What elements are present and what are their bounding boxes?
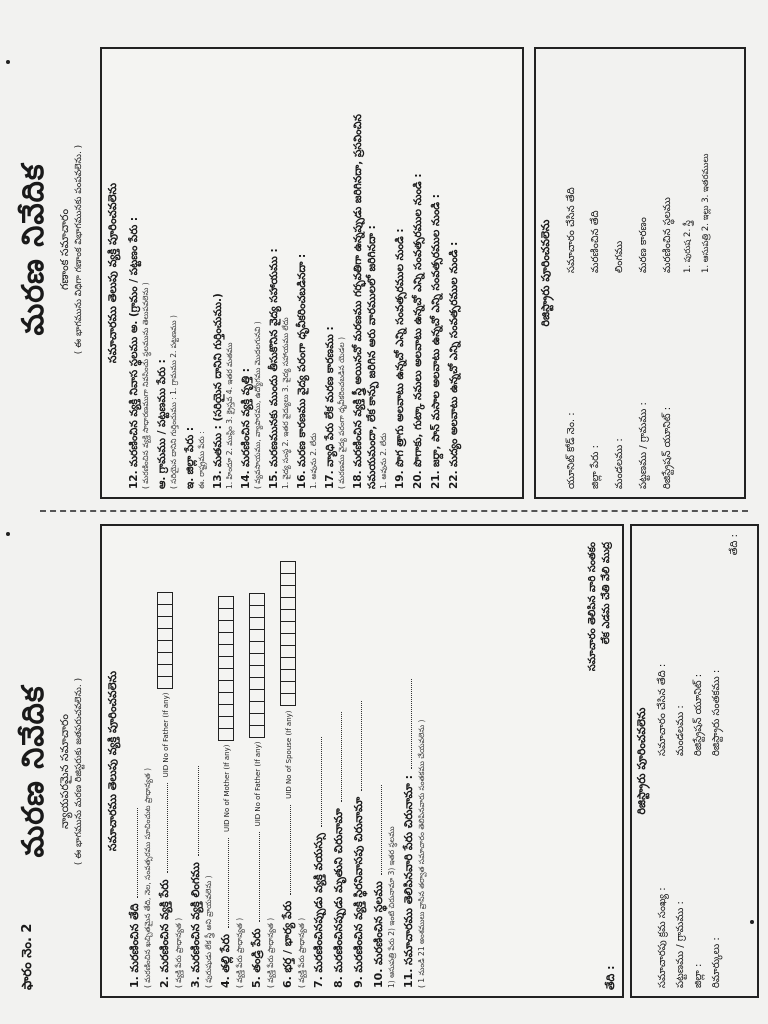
- item-hint: ( మరణించిన ఖచ్చితమైన తేది, నెల, సంవత్సరము సూచించుట ప్రాధాన్యత ): [143, 767, 152, 988]
- item-number: 4.: [219, 976, 232, 988]
- item-number: ఇ.: [184, 477, 196, 489]
- right-item: [445, 49, 463, 497]
- item-hint: ( వ్యక్తి పేరు ప్రాధాన్యత ): [266, 917, 275, 988]
- left-registrar-box: [630, 524, 759, 998]
- item-number: 22.: [448, 470, 460, 489]
- right-item: [293, 49, 321, 497]
- item-blank-line: [218, 838, 229, 928]
- office-field: సమాచారం చేసిన తేది :: [657, 663, 668, 756]
- left-item: [369, 526, 399, 996]
- item-label: జర్దా, పాన్ మసాల అలవాటు ఉన్నచో ఎన్ని సంవత్సరముల నుండి :: [430, 194, 442, 468]
- left-office-date: తేది :: [729, 534, 740, 556]
- right-title: మరణ నివేదిక: [16, 163, 51, 336]
- item-hint: 1) ఆసుపత్రి పేరు 2) ఇంటి చిరునామా 3) ఇతర స్థలము: [387, 826, 396, 988]
- item-label: మరణించిన వ్యక్తి వృత్తి :: [240, 368, 252, 468]
- left-item: [399, 526, 429, 996]
- item-hint: ( మరణించిన వ్యక్తి సాధారణముగా నివసించు స్థలమును తెలుపవలెను ): [141, 282, 150, 489]
- item-number: 8.: [332, 976, 345, 988]
- item-number: 10.: [372, 968, 385, 988]
- office-field: మండలము :: [675, 705, 686, 756]
- item-number: ఆ.: [156, 476, 168, 489]
- item-label: పొగ త్రాగు అలవాటు ఉన్నచో ఎన్ని సంవత్సరముల నుండి :: [394, 228, 406, 468]
- left-title: మరణ నివేదిక: [16, 685, 51, 858]
- item-label: మరణించిన స్థలము: [372, 881, 385, 965]
- right-informant-box: [100, 47, 524, 499]
- item-number: 20.: [412, 470, 424, 489]
- item-hint: ఈ. రాష్ట్రము పేరు :: [197, 431, 206, 489]
- right-office-left: [560, 273, 716, 489]
- office-code: 1. ఆసుపత్రి 2. ఇల్లు 3. ఇతరములు: [701, 153, 711, 273]
- item-number: 16.: [296, 470, 308, 489]
- item-blank-line: [249, 832, 260, 922]
- item-number: 12.: [128, 470, 140, 489]
- left-item: [349, 526, 369, 996]
- item-label: సమాచారము తెలిపినవారి పేరు చిరునామా :: [402, 774, 415, 965]
- office-field: మండలము :: [614, 438, 625, 489]
- office-field: మరణించిన స్థలము: [662, 197, 673, 273]
- item-number: 11.: [402, 968, 415, 988]
- item-label: జిల్లా పేరు :: [184, 426, 196, 475]
- informant-signature: [586, 532, 614, 671]
- left-subtitle: న్యాయపరమైన సమాచారం: [58, 714, 71, 829]
- right-item: [427, 49, 445, 497]
- scan-speck: [6, 532, 10, 536]
- item-label: భర్త / భార్య పేరు: [281, 900, 294, 973]
- item-hint: ( మరణము వైద్య పరంగా ధృవీకరించబడిన యెడల ): [337, 336, 346, 489]
- right-registrar-box: [534, 47, 746, 499]
- item-label: మరణించినప్పుడు వ్యక్తి వయస్సు: [312, 833, 325, 973]
- item-hint: ( వ్యక్తి పేరు ప్రాధాన్యత ): [174, 917, 183, 988]
- office-field: పట్టణము / గ్రామము :: [638, 402, 649, 489]
- left-office-fields: [654, 526, 726, 996]
- item-blank-line: [157, 783, 168, 873]
- item-number: 17.: [324, 470, 336, 489]
- left-item: [186, 526, 216, 996]
- office-field: సమాచారపు క్రమ సంఖ్య :: [657, 887, 668, 988]
- right-item: [409, 49, 427, 497]
- item-blank-line: [311, 737, 322, 827]
- office-field: రిజిస్ట్రేషన్ యూనిట్ :: [662, 406, 673, 489]
- office-field: యూనిట్ కోడ్ నెం. :: [566, 412, 577, 489]
- item-blank-line: [401, 679, 412, 769]
- office-field: మరణించిన తేది: [590, 210, 601, 273]
- left-subnote: ( ఈ భాగమును మరణ రిజిస్టరుకు జతపరుచవలెను. ): [74, 677, 84, 866]
- item-hint: ( సరియైన దానిని గుర్తించుము : 1. గ్రామము 2. పట్టణము ): [169, 315, 178, 489]
- office-field: రిజిస్ట్రారు సంతకము :: [711, 669, 722, 756]
- item-number: 1.: [128, 976, 141, 988]
- uid-label: UID No of Father (If any): [254, 741, 262, 827]
- left-item: [125, 526, 155, 996]
- uid-label: UID No of Mother (If any): [223, 744, 231, 833]
- item-hint: ( వ్యక్తి పేరు ప్రాధాన్యత ): [297, 917, 306, 988]
- item-label: తల్లి పేరు: [219, 934, 232, 973]
- item-label: మరణించిన తేది: [128, 903, 141, 973]
- item-label: మరణించినప్పుడు మృతుని చిరునామా: [332, 808, 345, 973]
- scan-speck: [6, 60, 10, 64]
- uid-cells: [249, 593, 265, 738]
- office-field: రిమార్కులు :: [711, 937, 722, 988]
- item-label: మరణ కారణము వైద్య పరంగా ధృవీకరించబడినదా :: [296, 253, 308, 468]
- item-label: పొగాకు, గుట్కా నమలు అలవాటు ఉన్నచో ఎన్ని సంవత్సరముల నుండి :: [412, 173, 424, 468]
- item-blank-line: [280, 805, 291, 895]
- item-blank-line: [351, 701, 362, 791]
- right-items: [125, 49, 463, 497]
- right-office-right: [560, 57, 716, 273]
- right-subtitle: గణాంక సమాచారం: [58, 208, 71, 291]
- item-hint: 1. హిందూ 2. ముస్లిం 3. క్రైస్తవ 4. ఇతర మతము: [225, 342, 234, 489]
- office-code: 1. పురుష 2. స్త్రీ: [683, 220, 693, 273]
- item-number: 2.: [158, 976, 171, 988]
- left-box-head: సమాచారము తెలుపు వ్యక్తి పూరించవలెను: [106, 670, 119, 852]
- office-field: లింగము: [614, 240, 625, 273]
- item-hint: ( 1 నుండి 21 అంశములు వ్రాసిన తర్వాత సమాచారం తెలిపినవారు సంతకము చేయవలెను ): [417, 719, 426, 988]
- item-hint: ( వ్యక్తి పేరు ప్రాధాన్యత ): [235, 917, 244, 988]
- uid-cells: [218, 596, 234, 741]
- uid-label: UID No of Spouse (If any): [285, 710, 293, 799]
- left-informant-box: [100, 524, 624, 998]
- left-item: [247, 526, 278, 996]
- signature-line-2: లేక ఎడమ చేతి వేలి ముద్ర: [601, 542, 612, 645]
- right-item: [125, 49, 153, 497]
- signature-line-1: సమాచారం తెలిపిన వారి సంతకం: [587, 542, 598, 672]
- right-item: [181, 49, 209, 497]
- item-blank-line: [371, 785, 382, 875]
- item-hint: 1. వైద్య సంస్థ 2. ఇతర వైద్యులు 3. వైద్య సహాయము లేదు: [281, 317, 290, 489]
- left-date: తేది :: [604, 965, 617, 990]
- right-box-head: సమాచారము తెలుపు వ్యక్తి పూరించవలెను: [106, 182, 119, 364]
- item-hint: 1. అవును 2. లేదు: [379, 432, 388, 489]
- right-item: [265, 49, 293, 497]
- item-number: 14.: [240, 470, 252, 489]
- left-office-head: రిజిస్ట్రారు పూరించవలెను: [635, 707, 648, 815]
- office-field: జిల్లా పేరు :: [590, 444, 601, 489]
- office-field: రిజిస్ట్రేషన్ యూనిట్ :: [693, 673, 704, 756]
- item-label: మరణించిన వ్యక్తి నివాస స్థలము అ. (గ్రామం / పట్టణం పేరు :: [128, 216, 140, 468]
- left-item: [278, 526, 309, 996]
- item-label: మతము : (సరియైన దానిని గుర్తించుము.): [212, 293, 224, 468]
- office-field: మరణ కారణం: [638, 217, 649, 273]
- item-label: మద్యం అలవాటు ఉన్నచో ఎన్ని సంవత్సరముల నుండి :: [448, 241, 460, 468]
- right-subnote: ( ఈ భాగమును విధిగా గణాంక విభాగమునకు పంపవలెను. ): [74, 144, 84, 355]
- item-label: మరణించిన వ్యక్తి స్త్రీ అయినచో మరణము గర్భవతిగా ఉన్నప్పుడు జరిగినదా, ప్రసవించిన సమయమందా, లేక కాన్పు జరిగిన ఆరు వారములలో జరిగినదా :: [352, 114, 378, 489]
- uid-label: UID No of Father (If any): [162, 692, 170, 778]
- item-number: 15.: [268, 470, 280, 489]
- right-item: [209, 49, 237, 497]
- item-blank-line: [331, 712, 342, 802]
- office-field: జిల్లా :: [693, 963, 704, 988]
- item-blank-line: [188, 766, 199, 856]
- item-number: 6.: [281, 976, 294, 988]
- item-number: 7.: [312, 976, 325, 988]
- left-items: [125, 526, 429, 996]
- item-label: మరణమునకు ముందు తీసుకొనిన వైద్య సహాయము :: [268, 248, 280, 468]
- scan-speck: [750, 920, 754, 924]
- item-number: 13.: [212, 470, 224, 489]
- item-hint: 1. అవును 2. లేదు: [309, 432, 318, 489]
- item-hint: ( వ్యవసాయము, వ్యాపారము, ఉద్యోగము మొదలగునవి ): [253, 321, 262, 489]
- item-label: గ్రామము / పట్టణము పేరు :: [156, 359, 168, 474]
- statistical-part: [0, 0, 768, 499]
- right-office-head: రిజిస్ట్రారు పూరించవలెను: [539, 219, 552, 327]
- legal-part: [0, 519, 768, 1024]
- item-label: మరణించిన వ్యక్తి స్థిరనివాసపు చిరునామా: [352, 796, 365, 973]
- left-item: [155, 526, 186, 996]
- uid-cells: [157, 592, 173, 689]
- right-item: [321, 49, 349, 497]
- office-field: పట్టణము / గ్రామము :: [675, 901, 686, 988]
- item-number: 5.: [250, 976, 263, 988]
- left-item: [309, 526, 329, 996]
- item-number: 21.: [430, 470, 442, 489]
- item-number: 18.: [352, 470, 364, 489]
- uid-cells: [280, 561, 296, 706]
- item-label: వ్యాధి పేరు లేక మరణ కారణము :: [324, 326, 336, 468]
- right-item: [391, 49, 409, 497]
- item-label: మరణించిన వ్యక్తి పేరు: [158, 879, 171, 973]
- item-label: మరణించిన వ్యక్తి లింగము: [189, 862, 202, 973]
- item-number: 3.: [189, 976, 202, 988]
- perforation-line: [40, 510, 748, 512]
- item-number: 9.: [352, 976, 365, 988]
- item-number: 19.: [394, 470, 406, 489]
- office-field: సమాచారం చేసిన తేది: [566, 187, 577, 273]
- item-blank-line: [127, 808, 138, 898]
- item-hint: ( పురుషుడు లేక స్త్రీ అని వ్రాయవలెను ): [204, 875, 213, 988]
- item-label: తండ్రి పేరు: [250, 928, 263, 973]
- form-number: ఫారం నెం. 2: [20, 923, 35, 990]
- left-item: [329, 526, 349, 996]
- right-item: [153, 49, 181, 497]
- right-item: [349, 49, 391, 497]
- right-item: [237, 49, 265, 497]
- left-item: [216, 526, 247, 996]
